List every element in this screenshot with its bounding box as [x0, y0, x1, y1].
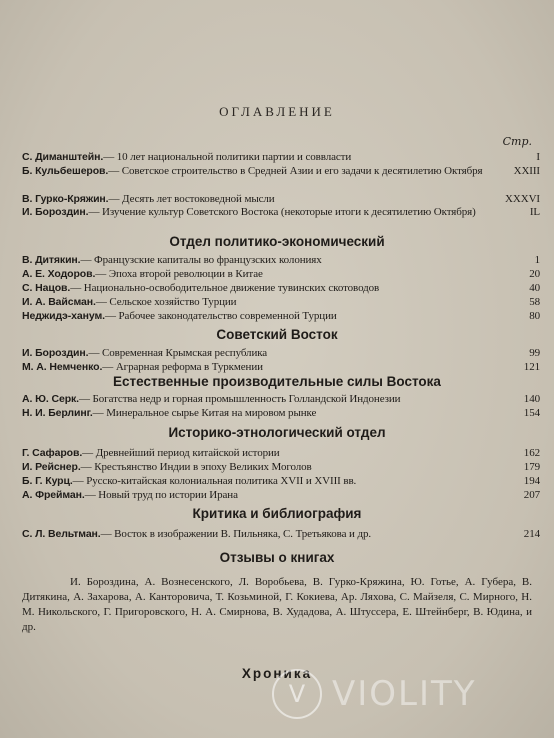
entry-title: — Национально-освободительное движение тувинских скотоводов: [70, 282, 380, 294]
toc-entry: [22, 206, 540, 220]
entry-page: 207: [523, 489, 540, 501]
entry-page: 58: [529, 296, 540, 308]
violity-logo-icon: [272, 669, 322, 719]
entry-page: XXIII: [513, 165, 540, 177]
section-title: Отдел политико-экономический: [169, 234, 385, 249]
section-title: Отзывы о книгах: [219, 550, 335, 565]
entry-title: — Сельское хозяйство Турции: [95, 296, 237, 308]
entry-title: — Эпоха второй революции в Китае: [95, 268, 263, 280]
entry-page: 154: [523, 407, 540, 419]
entry-author: А. Ю. Серк.: [22, 393, 79, 405]
toc-entry: [22, 165, 540, 179]
reviews-list: И. Бороздина, А. Вознесенского, Л. Воробьева, В. Гурко-Кряжина, Ю. Готье, А. Губера, В. Дитякина, А. Захарова, А. Канторовича, Т. Козьминой, Г. Кокиева, Ар. Ляхова, С. Майзеля, С. Мирного, Н. М. Никольского, Г. Пригоровского, Н. А. Смирнова, В. Худадова, А. Штуссера, Е. Штейнберг, В. Юдина, и др.: [22, 576, 532, 633]
toc-entry: [22, 347, 540, 361]
section-title: Критика и библиография: [192, 506, 362, 521]
toc-entry: [22, 254, 540, 268]
entry-author: А. Е. Ходоров.: [22, 268, 96, 280]
toc-entry: [22, 361, 540, 375]
entry-page: 214: [523, 528, 540, 540]
entry-author: И. А. Вайсман.: [22, 296, 96, 308]
chronicle-heading: Хроника: [241, 666, 313, 681]
entry-page: 194: [523, 475, 540, 487]
toc-entry: [22, 282, 540, 296]
watermark-logo-letter: V: [288, 680, 306, 708]
toc-entry: [22, 151, 540, 165]
entry-title: — Современная Крымская республика: [88, 347, 268, 359]
entry-author: И. Бороздин.: [22, 206, 89, 218]
section-title: Естественные производительные силы Востока: [113, 374, 441, 389]
entry-title: — Минеральное сырье Китая на мировом рынке: [92, 407, 317, 419]
entry-title: — Древнейший период китайской истории: [82, 447, 280, 459]
entry-title: — Французские капиталы во французских колониях: [80, 254, 322, 266]
entry-author: Б. Кульбешеров.: [22, 165, 109, 177]
entry-author: И. Бороздин.: [22, 347, 89, 359]
entry-title: — Русско-китайская колониальная политика XVII и XVIII вв.: [72, 475, 357, 487]
entry-title: — Рабочее законодательство современной Турции: [104, 310, 337, 322]
entry-author: И. Рейснер.: [22, 461, 81, 473]
entry-title: — 10 лет национальной политики партии и соввласти: [103, 151, 352, 163]
entry-author: В. Дитякин.: [22, 254, 81, 266]
toc-entry: [22, 475, 540, 489]
entry-title: — Богатства недр и горная промышленность Голландской Индонезии: [79, 393, 401, 405]
entry-title: — Десять лет востоковедной мысли: [108, 193, 275, 205]
entry-page: 40: [529, 282, 540, 294]
entry-title: — Аграрная реформа в Туркмении: [102, 361, 263, 373]
entry-title: — Новый труд по истории Ирана: [84, 489, 238, 501]
entry-author: Г. Сафаров.: [22, 447, 83, 459]
entry-author: С. Диманштейн.: [22, 151, 104, 163]
toc-entry: [22, 489, 540, 503]
entry-author: В. Гурко-Кряжин.: [22, 193, 109, 205]
section-title: Историко-этнологический отдел: [168, 425, 386, 440]
page-column-label: Стр.: [502, 135, 532, 148]
entry-title: — Изучение культур Советского Востока (некоторые итоги к десятилетию Октября): [88, 206, 476, 218]
watermark: [272, 668, 552, 720]
entry-page: 179: [523, 461, 540, 473]
toc-heading: ОГЛАВЛЕНИЕ: [219, 104, 335, 119]
toc-entry: [22, 407, 540, 421]
entry-title: — Советское строительство в Средней Азии и его задачи к десятилетию Октября: [108, 165, 483, 177]
entry-author: С. Нацов.: [22, 282, 71, 294]
entry-author: Н. И. Берлинг.: [22, 407, 93, 419]
entry-author: А. Фрейман.: [22, 489, 85, 501]
entry-page: 20: [529, 268, 540, 280]
toc-entry: [22, 393, 540, 407]
toc-entry: [22, 296, 540, 310]
watermark-text: VIOLITY: [332, 674, 477, 714]
toc-entry: [22, 268, 540, 282]
entry-title: — Крестьянство Индии в эпоху Великих Моголов: [80, 461, 312, 473]
entry-page: IL: [529, 206, 540, 218]
entry-page: 121: [523, 361, 540, 373]
entry-author: С. Л. Вельтман.: [22, 528, 101, 540]
entry-page: 162: [523, 447, 540, 459]
entry-page: XXXVI: [505, 193, 540, 205]
section-title: Советский Восток: [216, 327, 338, 342]
entry-page: 1: [534, 254, 540, 266]
entry-author: Неджидэ-ханум.: [22, 310, 105, 322]
toc-entry: [22, 447, 540, 461]
entry-page: I: [536, 151, 540, 163]
toc-entry: [22, 193, 540, 207]
entry-author: Б. Г. Курц.: [22, 475, 73, 487]
toc-entry: [22, 461, 540, 475]
entry-page: 99: [529, 347, 540, 359]
toc-entry: [22, 528, 540, 542]
entry-author: М. А. Немченко.: [22, 361, 103, 373]
toc-entry: [22, 310, 540, 324]
entry-title: — Восток в изображении В. Пильняка, С. Третьякова и др.: [100, 528, 371, 540]
entry-page: 140: [523, 393, 540, 405]
entry-page: 80: [529, 310, 540, 322]
